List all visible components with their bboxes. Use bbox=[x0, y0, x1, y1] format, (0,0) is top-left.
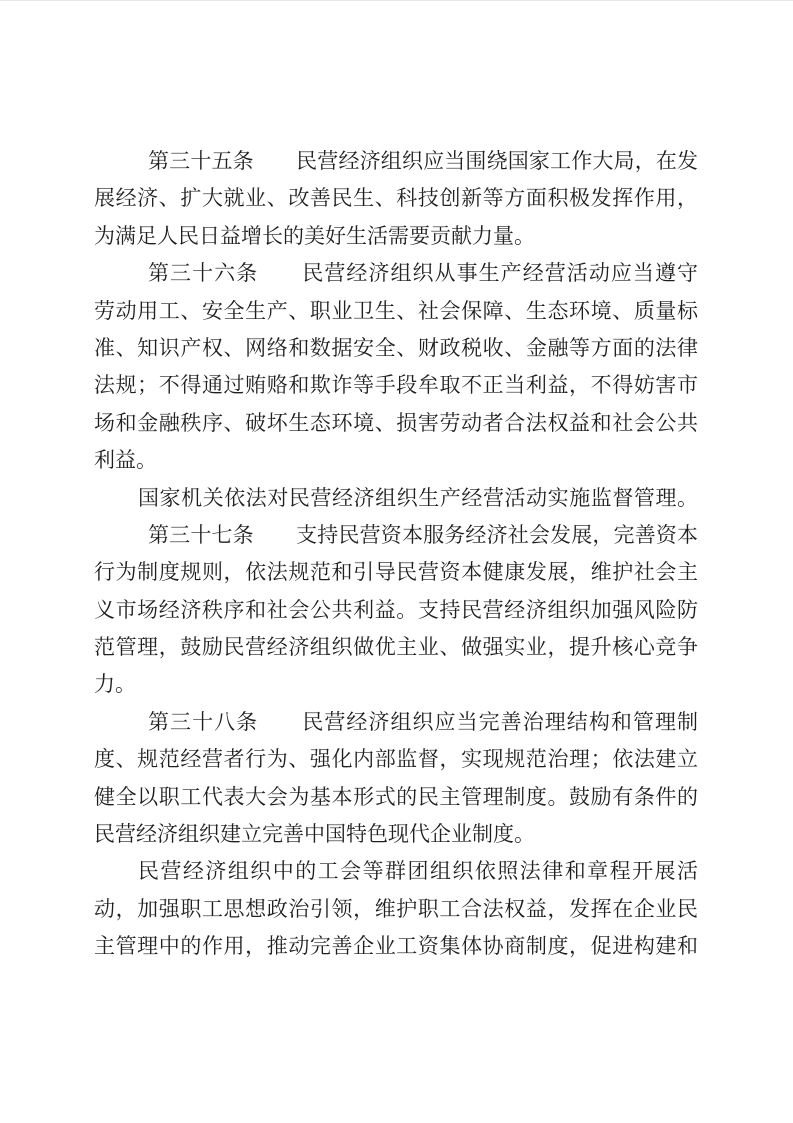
body-paragraph bbox=[94, 853, 698, 965]
text-line: 展经济、扩大就业、改善民生、科技创新等方面积极发挥作用， bbox=[94, 186, 698, 211]
text-line bbox=[94, 255, 698, 292]
text-line: 利益。 bbox=[94, 448, 157, 473]
line-text: 民营经济组织从事生产经营活动应当遵守 bbox=[302, 261, 698, 286]
text-line bbox=[94, 517, 698, 554]
text-line: 场和金融秩序、破坏生态环境、损害劳动者合法权益和社会公共 bbox=[94, 410, 698, 435]
text-line: 民营经济组织中的工会等群团组织依照法律和章程开展活 bbox=[138, 859, 698, 884]
article-number: 第三十八条 bbox=[148, 709, 259, 734]
text-line: 动，加强职工思想政治引领，维护职工合法权益，发挥在企业民 bbox=[94, 896, 698, 921]
article-number: 第三十六条 bbox=[148, 261, 259, 286]
article-paragraph bbox=[94, 517, 698, 704]
text-line: 准、知识产权、网络和数据安全、财政税收、金融等方面的法律 bbox=[94, 335, 698, 360]
text-line: 行为制度规则，依法规范和引导民营资本健康发展，维护社会主 bbox=[94, 560, 698, 585]
text-line: 法规；不得通过贿赂和欺诈等手段牟取不正当利益，不得妨害市 bbox=[94, 373, 698, 398]
text-line: 为满足人民日益增长的美好生活需要贡献力量。 bbox=[94, 223, 535, 248]
text-line: 主管理中的作用，推动完善企业工资集体协商制度，促进构建和 bbox=[94, 934, 698, 959]
text-line: 范管理，鼓励民营经济组织做优主业、做强实业，提升核心竞争 bbox=[94, 635, 698, 660]
label-gap bbox=[254, 149, 296, 173]
article-paragraph bbox=[94, 704, 698, 854]
article-number: 第三十五条 bbox=[148, 149, 254, 173]
text-line bbox=[94, 143, 698, 180]
article-number: 第三十七条 bbox=[148, 522, 254, 547]
body-paragraph bbox=[94, 480, 698, 517]
text-line: 国家机关依法对民营经济组织生产经营活动实施监督管理。 bbox=[138, 485, 698, 510]
text-line: 力。 bbox=[94, 672, 136, 697]
line-text: 支持民营资本服务经济社会发展，完善资本 bbox=[296, 522, 698, 547]
document-body bbox=[94, 143, 698, 966]
label-gap bbox=[258, 710, 302, 734]
text-line: 度、规范经营者行为、强化内部监督，实现规范治理；依法建立 bbox=[94, 747, 698, 772]
article-paragraph bbox=[94, 255, 698, 479]
label-gap bbox=[258, 261, 302, 285]
article-paragraph bbox=[94, 143, 698, 255]
line-text: 民营经济组织应当围绕国家工作大局，在发 bbox=[296, 149, 698, 173]
text-line: 义市场经济秩序和社会公共利益。支持民营经济组织加强风险防 bbox=[94, 597, 698, 622]
line-text: 民营经济组织应当完善治理结构和管理制 bbox=[302, 709, 698, 734]
text-line: 民营经济组织建立完善中国特色现代企业制度。 bbox=[94, 822, 535, 847]
text-line: 劳动用工、安全生产、职业卫生、社会保障、生态环境、质量标 bbox=[94, 298, 698, 323]
text-line bbox=[94, 704, 698, 741]
text-line: 健全以职工代表大会为基本形式的民主管理制度。鼓励有条件的 bbox=[94, 784, 698, 809]
label-gap bbox=[254, 523, 296, 547]
